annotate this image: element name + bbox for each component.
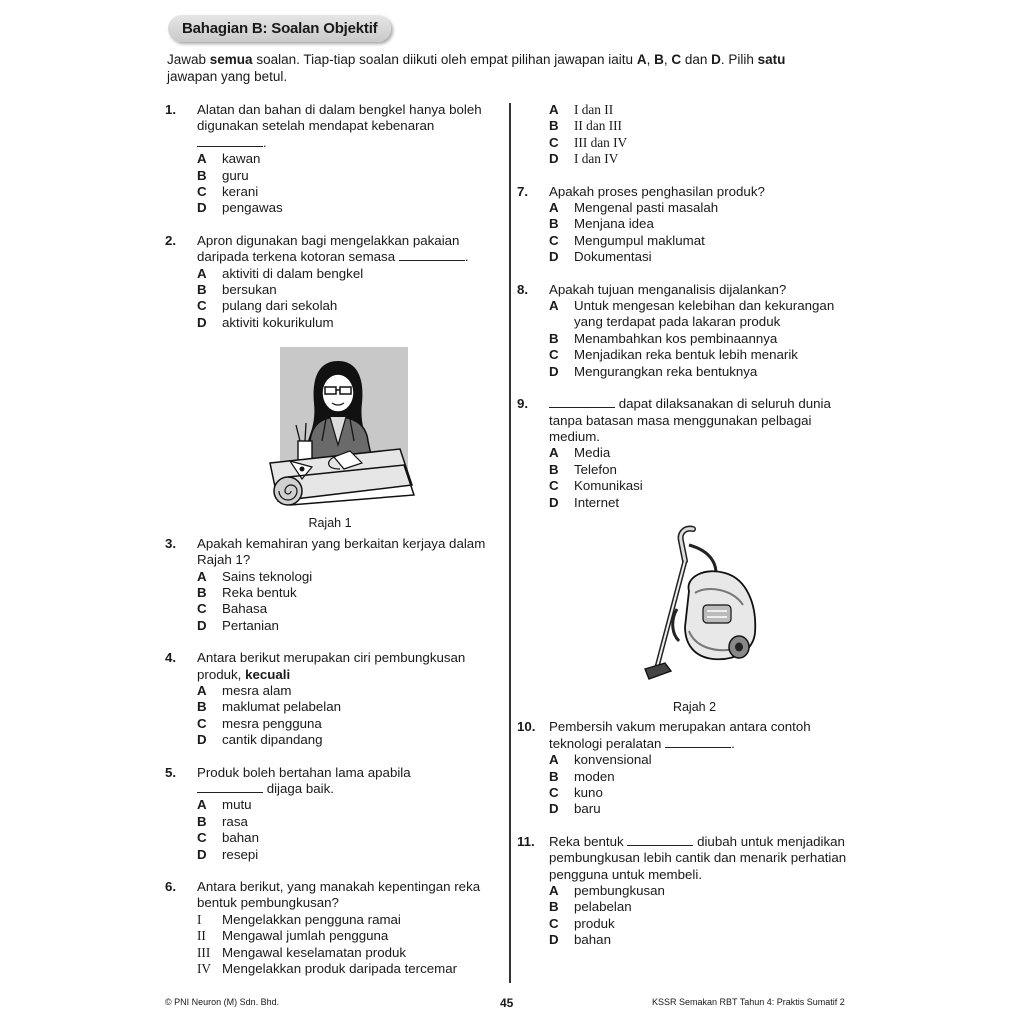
option-b: B Menjana idea bbox=[549, 216, 654, 232]
option-a: A mesra alam bbox=[197, 682, 292, 698]
option-c: C Komunikasi bbox=[549, 478, 643, 494]
option-a: A kawan bbox=[197, 151, 261, 167]
answer-blank bbox=[197, 136, 263, 147]
question-number: 4. bbox=[165, 650, 177, 666]
left-column bbox=[165, 102, 505, 977]
option-d: D Dokumentasi bbox=[549, 249, 652, 265]
page-number: 45 bbox=[500, 996, 514, 1010]
option-a: A Untuk mengesan kelebihan dan kekurangan yang terdapat pada lakaran produk bbox=[549, 298, 835, 330]
option-a: A pembungkusan bbox=[549, 883, 665, 898]
option-b: B rasa bbox=[197, 813, 248, 829]
question-text: Antara berikut merupakan ciri pembungkusan produk, kecuali bbox=[197, 650, 466, 682]
question-text: Apakah kemahiran yang berkaitan kerjaya dalam Rajah 1? bbox=[197, 535, 486, 568]
option-c: C kerani bbox=[197, 184, 259, 200]
option-d: D pengawas bbox=[197, 200, 283, 216]
question-number: 6. bbox=[165, 879, 177, 894]
option-b: B Telefon bbox=[549, 461, 617, 477]
question-text: Pembersih vakum merupakan antara contoh teknologi peralatan . bbox=[549, 719, 811, 751]
option-a: A konvensional bbox=[549, 752, 652, 768]
question-10 bbox=[517, 719, 862, 817]
option-c: C produk bbox=[549, 915, 615, 931]
question-number: 11. bbox=[517, 833, 535, 849]
question-text: Reka bentuk diubah untuk menjadikan pembungkusan lebih cantik dan menarik perhatian pengguna untuk membeli. bbox=[549, 833, 847, 882]
option-a: A I dan II bbox=[549, 102, 614, 117]
question-6-options bbox=[517, 102, 862, 168]
question-11 bbox=[517, 834, 862, 949]
option-a: A Media bbox=[549, 445, 611, 461]
option-c: C bahan bbox=[197, 830, 259, 846]
option-b: B moden bbox=[549, 768, 615, 784]
question-text: dapat dilaksanakan di seluruh dunia tanpa batasan masa menggunakan pelbagai medium. bbox=[549, 396, 831, 444]
option-b: B bersukan bbox=[197, 282, 277, 298]
option-c: C pulang dari sekolah bbox=[197, 298, 338, 314]
option-c: C mesra pengguna bbox=[197, 715, 322, 731]
option-b: B Reka bentuk bbox=[197, 584, 297, 600]
question-1 bbox=[165, 102, 505, 217]
figure-caption: Rajah 2 bbox=[672, 699, 717, 714]
answer-blank bbox=[665, 737, 731, 748]
option-c: C Mengumpul maklumat bbox=[549, 232, 705, 248]
option-d: D I dan IV bbox=[549, 151, 619, 167]
answer-blank bbox=[197, 782, 263, 793]
option-d: D Mengurangkan reka bentuknya bbox=[549, 363, 758, 379]
question-text: Produk boleh bertahan lama apabila dijaga baik. bbox=[197, 764, 411, 796]
figure-rajah-1 bbox=[165, 345, 505, 531]
option-b: B Menambahkan kos pembinaannya bbox=[549, 330, 778, 346]
option-b: B maklumat pelabelan bbox=[197, 699, 342, 715]
question-9 bbox=[517, 396, 862, 511]
option-b: B II dan III bbox=[549, 118, 622, 134]
option-a: A Sains teknologi bbox=[197, 568, 313, 584]
question-text: Alatan dan bahan di dalam bengkel hanya boleh digunakan setelah mendapat kebenaran . bbox=[197, 102, 482, 150]
right-column bbox=[517, 102, 862, 949]
question-number: 2. bbox=[165, 232, 177, 248]
option-c: C kuno bbox=[549, 784, 603, 800]
option-c: C Menjadikan reka bentuk lebih menarik bbox=[549, 347, 798, 363]
question-number: 7. bbox=[517, 183, 529, 199]
question-3 bbox=[165, 536, 505, 634]
question-7 bbox=[517, 184, 862, 266]
option-b: B guru bbox=[197, 167, 249, 183]
option-d: D cantik dipandang bbox=[197, 732, 323, 748]
option-c: C Bahasa bbox=[197, 601, 268, 617]
option-d: D baru bbox=[549, 801, 601, 817]
question-number: 9. bbox=[517, 396, 529, 412]
question-number: 3. bbox=[165, 535, 177, 551]
question-text: Antara berikut, yang manakah kepentingan reka bentuk pembungkusan? bbox=[197, 879, 481, 911]
option-d: D aktiviti kokurikulum bbox=[197, 314, 334, 330]
option-b: B pelabelan bbox=[549, 899, 632, 915]
statement-i: I Mengelakkan pengguna ramai bbox=[197, 911, 401, 927]
option-d: D Pertanian bbox=[197, 617, 279, 633]
statement-iv: IV Mengelakkan produk daripada tercemar bbox=[197, 961, 458, 977]
section-title: Bahagian B: Soalan Objektif bbox=[168, 15, 391, 42]
column-divider bbox=[509, 103, 511, 983]
designer-illustration bbox=[250, 345, 420, 513]
option-a: A Mengenal pasti masalah bbox=[549, 200, 719, 216]
option-c: C III dan IV bbox=[549, 134, 628, 150]
option-d: D bahan bbox=[549, 932, 611, 948]
question-4 bbox=[165, 650, 505, 748]
book-title-footer: KSSR Semakan RBT Tahun 4: Praktis Sumatif 2 bbox=[652, 997, 845, 1007]
answer-blank bbox=[399, 250, 465, 261]
question-number: 10. bbox=[517, 719, 536, 735]
question-text: Apron digunakan bagi mengelakkan pakaian daripada terkena kotoran semasa . bbox=[197, 232, 469, 265]
question-8 bbox=[517, 282, 862, 380]
option-d: D Internet bbox=[549, 494, 620, 510]
instructions: Jawab semua soalan. Tiap-tiap soalan diikuti oleh empat pilihan jawapan iaitu A, B, C dan D. Pilih satu jawapan yang betul. bbox=[167, 52, 786, 84]
question-2 bbox=[165, 233, 505, 331]
question-text: Apakah proses penghasilan produk? bbox=[549, 183, 765, 199]
copyright-footer: © PNI Neuron (M) Sdn. Bhd. bbox=[165, 997, 280, 1007]
question-number: 5. bbox=[165, 764, 177, 780]
statement-iii: III Mengawal keselamatan produk bbox=[197, 944, 407, 960]
option-a: A aktiviti di dalam bengkel bbox=[197, 265, 364, 281]
option-a: A mutu bbox=[197, 797, 252, 813]
question-5 bbox=[165, 765, 505, 863]
question-number: 8. bbox=[517, 281, 529, 297]
option-d: D resepi bbox=[197, 846, 259, 862]
vacuum-cleaner-illustration bbox=[615, 521, 765, 697]
answer-blank bbox=[627, 835, 693, 846]
figure-caption: Rajah 1 bbox=[308, 516, 352, 531]
question-text: Apakah tujuan menganalisis dijalankan? bbox=[549, 281, 787, 297]
answer-blank bbox=[549, 397, 615, 408]
question-6 bbox=[165, 879, 505, 977]
question-number: 1. bbox=[165, 102, 177, 117]
figure-rajah-2 bbox=[517, 521, 862, 715]
statement-ii: II Mengawal jumlah pengguna bbox=[197, 928, 389, 944]
